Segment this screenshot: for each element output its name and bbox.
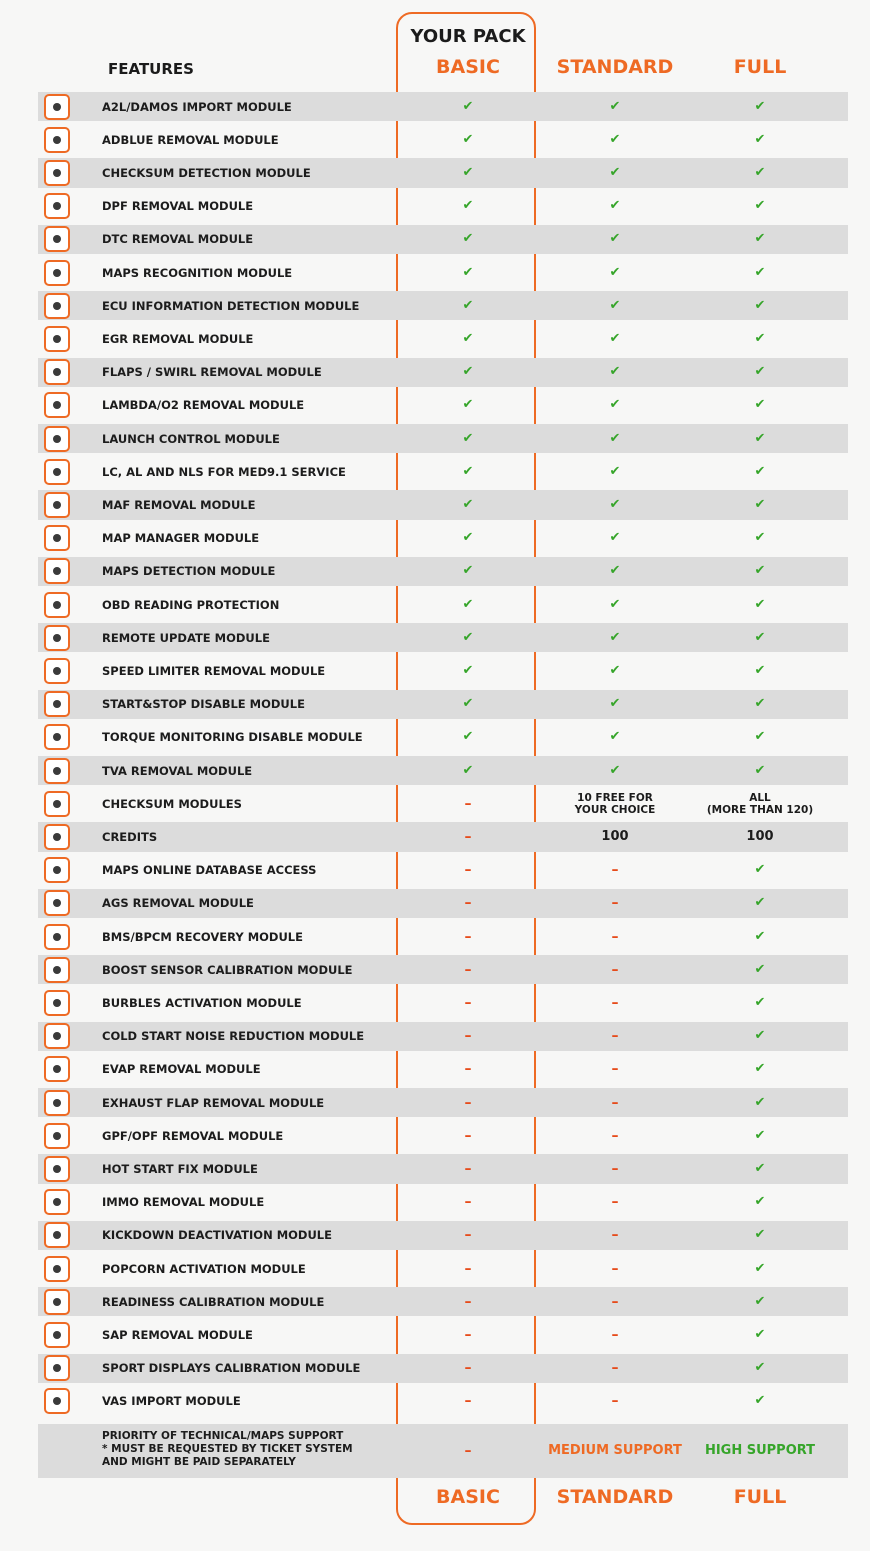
full-cell: ✔ bbox=[754, 1160, 766, 1176]
full-cell: ✔ bbox=[754, 1360, 766, 1376]
standard-cell: – bbox=[611, 1393, 619, 1410]
standard-cell: – bbox=[611, 1293, 619, 1310]
standard-cell: – bbox=[611, 1360, 619, 1377]
standard-cell: – bbox=[611, 1194, 619, 1211]
feature-row bbox=[0, 1186, 870, 1219]
standard-cell: ✔ bbox=[609, 662, 621, 678]
basic-cell: – bbox=[464, 961, 472, 978]
online-database-icon bbox=[44, 857, 70, 883]
full-cell: ✔ bbox=[754, 1293, 766, 1309]
feature-row bbox=[0, 1086, 870, 1119]
standard-cell: ✔ bbox=[609, 563, 621, 579]
feature-name: MAP MANAGER MODULE bbox=[102, 531, 260, 546]
start-stop-icon bbox=[44, 691, 70, 717]
full-cell: ✔ bbox=[754, 98, 766, 114]
full-footer-label: FULL bbox=[733, 1486, 787, 1508]
torque-icon bbox=[44, 724, 70, 750]
full-cell: ✔ bbox=[754, 961, 766, 977]
basic-cell: – bbox=[464, 895, 472, 912]
evap-icon bbox=[44, 1056, 70, 1082]
feature-row bbox=[0, 887, 870, 920]
standard-cell: ✔ bbox=[609, 596, 621, 612]
full-cell: ALL (MORE THAN 120) bbox=[706, 791, 814, 816]
tva-icon bbox=[44, 758, 70, 784]
standard-cell: ✔ bbox=[609, 629, 621, 645]
obd-protection-icon bbox=[44, 592, 70, 618]
basic-cell: ✔ bbox=[462, 330, 474, 346]
basic-cell: – bbox=[464, 994, 472, 1011]
full-cell: ✔ bbox=[754, 1227, 766, 1243]
full-cell: ✔ bbox=[754, 729, 766, 745]
basic-cell: ✔ bbox=[462, 596, 474, 612]
full-cell: ✔ bbox=[754, 198, 766, 214]
basic-cell: ✔ bbox=[462, 662, 474, 678]
basic-cell: ✔ bbox=[462, 164, 474, 180]
basic-cell: ✔ bbox=[462, 729, 474, 745]
standard-cell: – bbox=[611, 1326, 619, 1343]
full-cell: HIGH SUPPORT bbox=[704, 1443, 816, 1458]
full-cell: ✔ bbox=[754, 297, 766, 313]
standard-cell: ✔ bbox=[609, 297, 621, 313]
feature-name: OBD READING PROTECTION bbox=[102, 597, 280, 612]
standard-cell: 10 FREE FOR YOUR CHOICE bbox=[574, 791, 656, 816]
basic-cell: ✔ bbox=[462, 629, 474, 645]
standard-cell: ✔ bbox=[609, 530, 621, 546]
feature-name: LAMBDA/O2 REMOVAL MODULE bbox=[102, 398, 305, 413]
feature-row bbox=[0, 289, 870, 322]
ecu-info-icon bbox=[44, 293, 70, 319]
standard-cell: – bbox=[611, 862, 619, 879]
feature-row bbox=[0, 1285, 870, 1318]
feature-name: TORQUE MONITORING DISABLE MODULE bbox=[102, 730, 363, 745]
standard-cell: – bbox=[611, 1028, 619, 1045]
full-cell: ✔ bbox=[754, 662, 766, 678]
vas-icon bbox=[44, 1388, 70, 1414]
full-cell: ✔ bbox=[754, 496, 766, 512]
basic-cell: ✔ bbox=[462, 496, 474, 512]
full-cell: ✔ bbox=[754, 330, 766, 346]
your-pack-label: YOUR PACK bbox=[410, 26, 526, 47]
full-cell: ✔ bbox=[754, 463, 766, 479]
basic-cell: – bbox=[464, 1293, 472, 1310]
feature-name: CHECKSUM DETECTION MODULE bbox=[102, 165, 311, 180]
standard-cell: 100 bbox=[601, 828, 629, 844]
burbles-icon bbox=[44, 990, 70, 1016]
standard-cell: ✔ bbox=[609, 98, 621, 114]
standard-cell: – bbox=[611, 1094, 619, 1111]
remote-update-icon bbox=[44, 625, 70, 651]
full-cell: ✔ bbox=[754, 131, 766, 147]
feature-name: ECU INFORMATION DETECTION MODULE bbox=[102, 298, 360, 313]
feature-name: BOOST SENSOR CALIBRATION MODULE bbox=[102, 962, 353, 977]
feature-row bbox=[0, 854, 870, 887]
feature-row bbox=[0, 555, 870, 588]
feature-name: KICKDOWN DEACTIVATION MODULE bbox=[102, 1228, 332, 1243]
dpf-icon bbox=[44, 193, 70, 219]
basic-cell: ✔ bbox=[462, 264, 474, 280]
basic-cell: – bbox=[464, 928, 472, 945]
standard-cell: – bbox=[611, 1061, 619, 1078]
full-cell: ✔ bbox=[754, 1127, 766, 1143]
feature-row bbox=[0, 1352, 870, 1385]
standard-cell: ✔ bbox=[609, 164, 621, 180]
basic-cell: ✔ bbox=[462, 397, 474, 413]
hot-thermometer-icon bbox=[44, 1156, 70, 1182]
standard-column-heading: STANDARD bbox=[556, 56, 674, 78]
basic-cell: ✔ bbox=[462, 463, 474, 479]
features-heading: FEATURES bbox=[108, 60, 194, 78]
standard-cell: ✔ bbox=[609, 463, 621, 479]
full-cell: ✔ bbox=[754, 1028, 766, 1044]
full-cell: ✔ bbox=[754, 994, 766, 1010]
standard-cell: – bbox=[611, 1160, 619, 1177]
feature-name: POPCORN ACTIVATION MODULE bbox=[102, 1261, 306, 1276]
feature-name: LC, AL AND NLS FOR MED9.1 SERVICE bbox=[102, 464, 346, 479]
feature-row bbox=[0, 754, 870, 787]
feature-name: COLD START NOISE REDUCTION MODULE bbox=[102, 1029, 365, 1044]
feature-name: GPF/OPF REMOVAL MODULE bbox=[102, 1128, 284, 1143]
feature-row bbox=[0, 588, 870, 621]
full-cell: ✔ bbox=[754, 596, 766, 612]
standard-cell: – bbox=[611, 1227, 619, 1244]
standard-cell: ✔ bbox=[609, 696, 621, 712]
full-cell: ✔ bbox=[754, 1393, 766, 1409]
feature-row bbox=[0, 787, 870, 820]
basic-cell: – bbox=[464, 1326, 472, 1343]
immo-icon bbox=[44, 1189, 70, 1215]
feature-row bbox=[0, 986, 870, 1019]
feature-row bbox=[0, 223, 870, 256]
standard-cell: – bbox=[611, 1127, 619, 1144]
feature-row bbox=[0, 322, 870, 355]
full-cell: 100 bbox=[746, 828, 774, 844]
sport-displays-icon bbox=[44, 1355, 70, 1381]
feature-name: READINESS CALIBRATION MODULE bbox=[102, 1294, 325, 1309]
standard-cell: MEDIUM SUPPORT bbox=[548, 1443, 682, 1458]
feature-name: MAF REMOVAL MODULE bbox=[102, 497, 256, 512]
full-cell: ✔ bbox=[754, 1260, 766, 1276]
standard-cell: – bbox=[611, 928, 619, 945]
full-cell: ✔ bbox=[754, 530, 766, 546]
basic-cell: – bbox=[464, 862, 472, 879]
feature-name: SPORT DISPLAYS CALIBRATION MODULE bbox=[102, 1361, 361, 1376]
kickdown-icon bbox=[44, 1222, 70, 1248]
feature-name: HOT START FIX MODULE bbox=[102, 1161, 258, 1176]
feature-row bbox=[0, 1119, 870, 1152]
basic-cell: ✔ bbox=[462, 364, 474, 380]
full-cell: ✔ bbox=[754, 430, 766, 446]
feature-name: CHECKSUM MODULES bbox=[102, 796, 242, 811]
feature-row bbox=[0, 1318, 870, 1351]
feature-name: MAPS ONLINE DATABASE ACCESS bbox=[102, 863, 317, 878]
full-cell: ✔ bbox=[754, 563, 766, 579]
maf-icon bbox=[44, 492, 70, 518]
dtc-icon bbox=[44, 226, 70, 252]
standard-cell: ✔ bbox=[609, 198, 621, 214]
exhaust-flap-icon bbox=[44, 1090, 70, 1116]
feature-row bbox=[0, 1020, 870, 1053]
basic-cell: – bbox=[464, 1443, 472, 1459]
feature-name: DPF REMOVAL MODULE bbox=[102, 199, 254, 214]
feature-row bbox=[0, 820, 870, 853]
feature-row bbox=[0, 920, 870, 953]
feature-row bbox=[0, 953, 870, 986]
basic-cell: – bbox=[464, 1061, 472, 1078]
basic-cell: – bbox=[464, 1028, 472, 1045]
popcorn-icon bbox=[44, 1256, 70, 1282]
full-cell: ✔ bbox=[754, 231, 766, 247]
feature-name: AGS REMOVAL MODULE bbox=[102, 896, 254, 911]
feature-name: IMMO REMOVAL MODULE bbox=[102, 1195, 265, 1210]
feature-row bbox=[0, 1053, 870, 1086]
gpf-icon bbox=[44, 1123, 70, 1149]
basic-footer-label: BASIC bbox=[436, 1486, 500, 1508]
ags-icon bbox=[44, 890, 70, 916]
adblue-icon bbox=[44, 127, 70, 153]
feature-row bbox=[0, 156, 870, 189]
credits-icon bbox=[44, 824, 70, 850]
basic-cell: ✔ bbox=[462, 297, 474, 313]
full-cell: ✔ bbox=[754, 1194, 766, 1210]
feature-name: MAPS RECOGNITION MODULE bbox=[102, 265, 293, 280]
basic-cell: – bbox=[464, 1360, 472, 1377]
basic-cell: ✔ bbox=[462, 530, 474, 546]
feature-row bbox=[0, 1385, 870, 1418]
full-cell: ✔ bbox=[754, 696, 766, 712]
basic-cell: ✔ bbox=[462, 131, 474, 147]
feature-name: DTC REMOVAL MODULE bbox=[102, 232, 254, 247]
maps-recognition-icon bbox=[44, 260, 70, 286]
basic-cell: ✔ bbox=[462, 696, 474, 712]
feature-row bbox=[0, 389, 870, 422]
feature-name: PRIORITY OF TECHNICAL/MAPS SUPPORT * MUST BE REQUESTED BY TICKET SYSTEM AND MIGHT BE PAID SEPARATELY bbox=[102, 1430, 353, 1468]
bms-icon bbox=[44, 924, 70, 950]
feature-row bbox=[0, 522, 870, 555]
feature-name: ADBLUE REMOVAL MODULE bbox=[102, 132, 279, 147]
standard-cell: ✔ bbox=[609, 397, 621, 413]
feature-name: BMS/BPCM RECOVERY MODULE bbox=[102, 929, 303, 944]
feature-row bbox=[0, 1422, 870, 1480]
standard-cell: ✔ bbox=[609, 496, 621, 512]
basic-cell: – bbox=[464, 1160, 472, 1177]
feature-name: EGR REMOVAL MODULE bbox=[102, 331, 254, 346]
basic-cell: ✔ bbox=[462, 198, 474, 214]
feature-row bbox=[0, 356, 870, 389]
standard-cell: ✔ bbox=[609, 231, 621, 247]
standard-cell: – bbox=[611, 961, 619, 978]
speed-limiter-icon bbox=[44, 658, 70, 684]
basic-cell: – bbox=[464, 1227, 472, 1244]
full-cell: ✔ bbox=[754, 397, 766, 413]
feature-name: BURBLES ACTIVATION MODULE bbox=[102, 995, 302, 1010]
feature-row bbox=[0, 654, 870, 687]
egr-icon bbox=[44, 326, 70, 352]
feature-name: TVA REMOVAL MODULE bbox=[102, 763, 253, 778]
full-cell: ✔ bbox=[754, 928, 766, 944]
full-cell: ✔ bbox=[754, 1326, 766, 1342]
basic-column-heading: BASIC bbox=[436, 56, 500, 78]
feature-row bbox=[0, 1252, 870, 1285]
basic-cell: ✔ bbox=[462, 563, 474, 579]
basic-cell: – bbox=[464, 1127, 472, 1144]
basic-cell: ✔ bbox=[462, 98, 474, 114]
map-manager-icon bbox=[44, 525, 70, 551]
feature-name: VAS IMPORT MODULE bbox=[102, 1394, 241, 1409]
standard-cell: – bbox=[611, 994, 619, 1011]
cold-thermometer-icon bbox=[44, 1023, 70, 1049]
full-column-heading: FULL bbox=[733, 56, 787, 78]
maps-detection-icon bbox=[44, 558, 70, 584]
feature-name: MAPS DETECTION MODULE bbox=[102, 564, 276, 579]
basic-cell: – bbox=[464, 1194, 472, 1211]
full-cell: ✔ bbox=[754, 629, 766, 645]
standard-cell: ✔ bbox=[609, 330, 621, 346]
feature-row bbox=[0, 721, 870, 754]
full-cell: ✔ bbox=[754, 1061, 766, 1077]
lambda-sensor-icon bbox=[44, 392, 70, 418]
feature-row bbox=[0, 256, 870, 289]
standard-cell: ✔ bbox=[609, 131, 621, 147]
checksums-icon bbox=[44, 791, 70, 817]
basic-cell: – bbox=[464, 1260, 472, 1277]
full-cell: ✔ bbox=[754, 762, 766, 778]
basic-cell: – bbox=[464, 1094, 472, 1111]
launch-flag-icon bbox=[44, 426, 70, 452]
feature-row bbox=[0, 621, 870, 654]
feature-name: START&STOP DISABLE MODULE bbox=[102, 697, 305, 712]
full-cell: ✔ bbox=[754, 164, 766, 180]
launch-med91-icon bbox=[44, 459, 70, 485]
feature-row bbox=[0, 688, 870, 721]
basic-cell: ✔ bbox=[462, 430, 474, 446]
full-cell: ✔ bbox=[754, 264, 766, 280]
basic-cell: – bbox=[464, 1393, 472, 1410]
feature-name: A2L/DAMOS IMPORT MODULE bbox=[102, 99, 292, 114]
feature-name: EXHAUST FLAP REMOVAL MODULE bbox=[102, 1095, 325, 1110]
standard-cell: ✔ bbox=[609, 729, 621, 745]
a2l-file-icon bbox=[44, 94, 70, 120]
standard-cell: – bbox=[611, 1260, 619, 1277]
feature-name: LAUNCH CONTROL MODULE bbox=[102, 431, 280, 446]
full-cell: ✔ bbox=[754, 895, 766, 911]
feature-row bbox=[0, 1219, 870, 1252]
standard-cell: – bbox=[611, 895, 619, 912]
basic-cell: ✔ bbox=[462, 231, 474, 247]
readiness-icon bbox=[44, 1289, 70, 1315]
basic-cell: ✔ bbox=[462, 762, 474, 778]
feature-row bbox=[0, 422, 870, 455]
feature-row bbox=[0, 123, 870, 156]
basic-cell: – bbox=[464, 795, 472, 812]
full-cell: ✔ bbox=[754, 364, 766, 380]
flaps-icon bbox=[44, 359, 70, 385]
standard-footer-label: STANDARD bbox=[556, 1486, 674, 1508]
standard-cell: ✔ bbox=[609, 430, 621, 446]
feature-name: SAP REMOVAL MODULE bbox=[102, 1327, 253, 1342]
feature-name: EVAP REMOVAL MODULE bbox=[102, 1062, 261, 1077]
feature-name: CREDITS bbox=[102, 829, 158, 844]
feature-row bbox=[0, 1152, 870, 1185]
standard-cell: ✔ bbox=[609, 364, 621, 380]
standard-cell: ✔ bbox=[609, 762, 621, 778]
sap-icon bbox=[44, 1322, 70, 1348]
feature-name: REMOTE UPDATE MODULE bbox=[102, 630, 270, 645]
feature-row bbox=[0, 190, 870, 223]
feature-row bbox=[0, 90, 870, 123]
feature-name: SPEED LIMITER REMOVAL MODULE bbox=[102, 663, 326, 678]
boost-sensor-icon bbox=[44, 957, 70, 983]
basic-cell: – bbox=[464, 828, 472, 845]
full-cell: ✔ bbox=[754, 862, 766, 878]
feature-row bbox=[0, 488, 870, 521]
checksum-icon bbox=[44, 160, 70, 186]
feature-name: FLAPS / SWIRL REMOVAL MODULE bbox=[102, 365, 322, 380]
feature-row bbox=[0, 455, 870, 488]
standard-cell: ✔ bbox=[609, 264, 621, 280]
full-cell: ✔ bbox=[754, 1094, 766, 1110]
